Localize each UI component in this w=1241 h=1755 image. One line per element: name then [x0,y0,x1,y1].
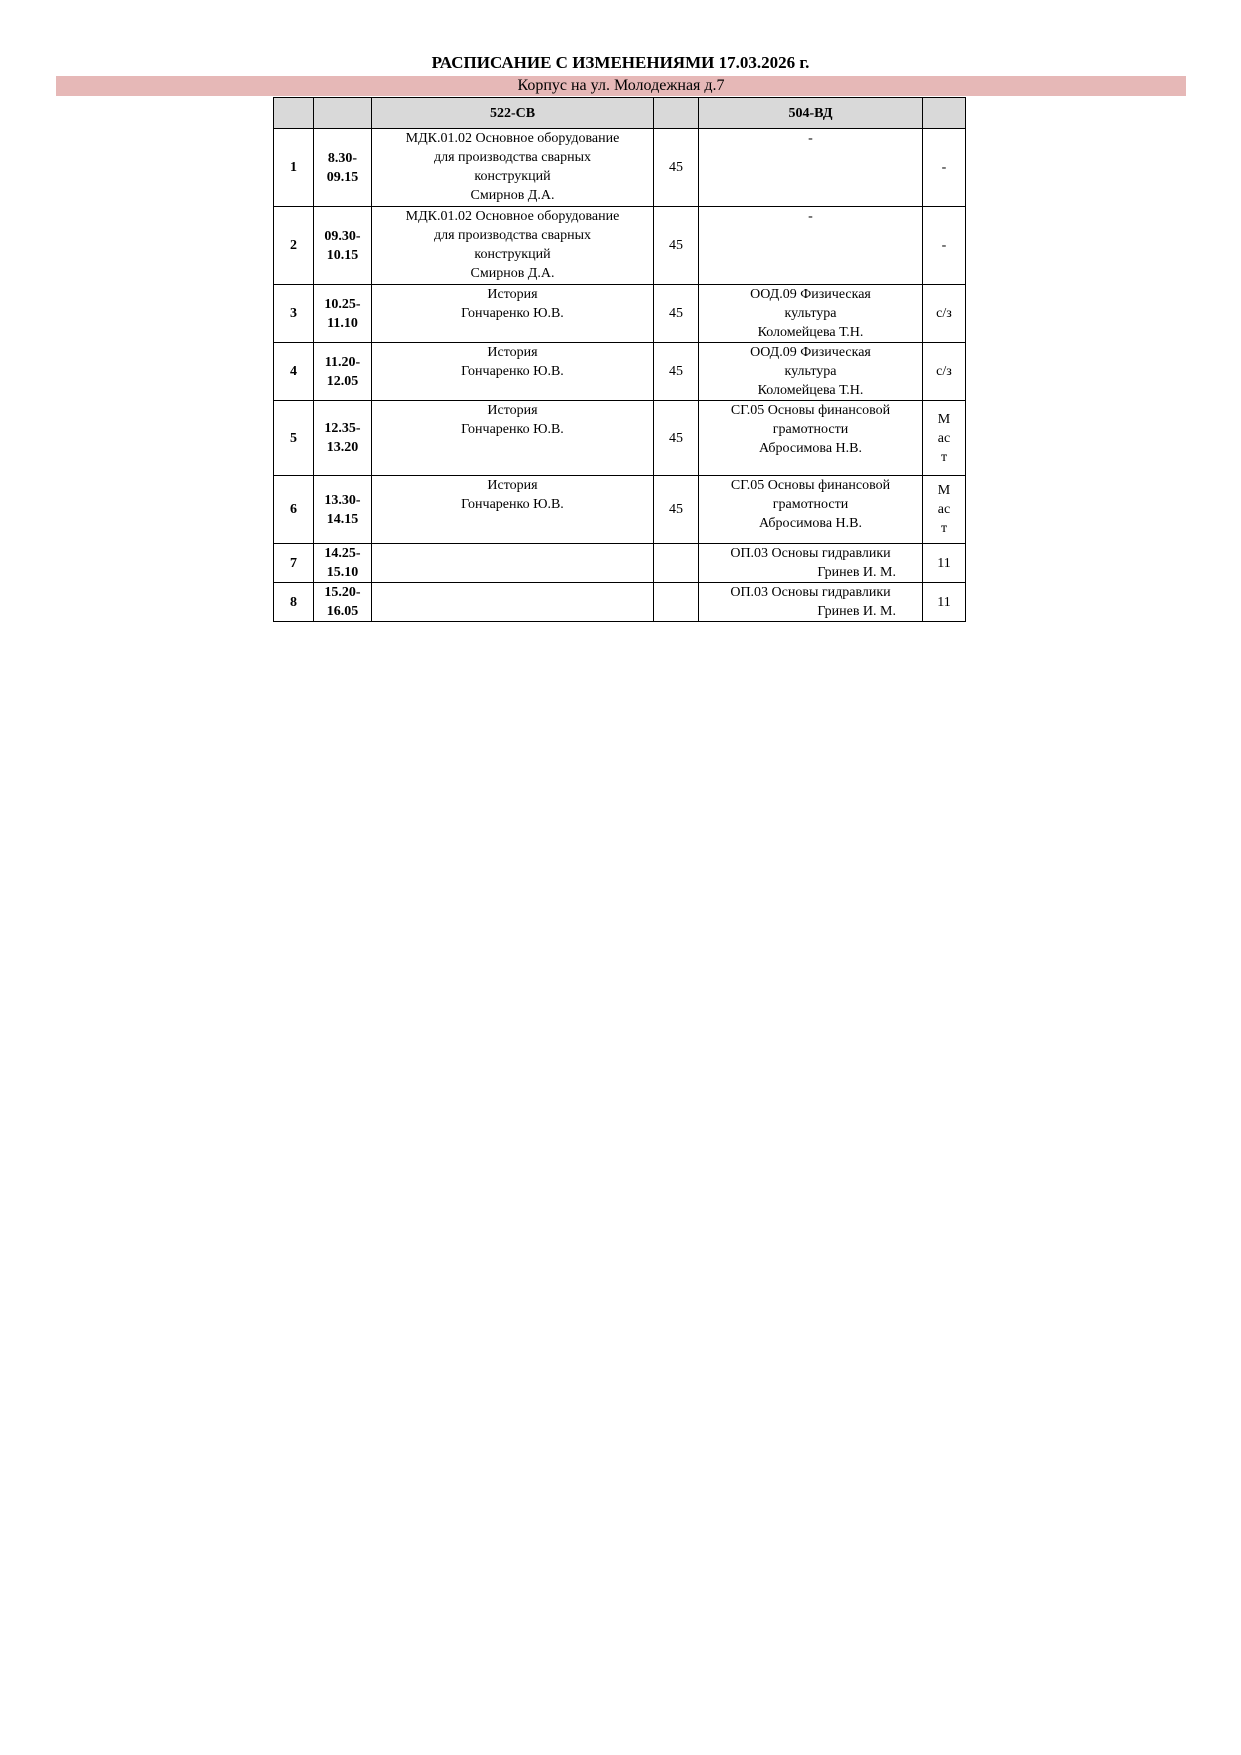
room-504: - [923,207,966,285]
table-row [274,129,966,207]
lesson-number: 3 [274,285,314,343]
table-row [274,544,966,583]
table-row [274,583,966,622]
lesson-time: 10.25- 11.10 [314,285,372,343]
subject-522: История Гончаренко Ю.В. [372,476,654,544]
lesson-time: 11.20- 12.05 [314,343,372,401]
subject-522: МДК.01.02 Основное оборудование для производства сварных конструкций Смирнов Д.А. [372,207,654,285]
header-cell-group-522: 522-СВ [372,98,654,129]
subject-504: - [699,129,923,207]
lesson-number: 6 [274,476,314,544]
subject-504: ООД.09 Физическая культура Коломейцева Т.Н. [699,343,923,401]
room-522: 45 [654,343,699,401]
subject-522 [372,544,654,583]
lesson-number: 2 [274,207,314,285]
building-header: Корпус на ул. Молодежная д.7 [56,76,1186,96]
subject-504: - [699,207,923,285]
lesson-number: 7 [274,544,314,583]
lesson-number: 8 [274,583,314,622]
room-504: М ас т [923,401,966,476]
lesson-number: 4 [274,343,314,401]
table-row [274,401,966,476]
room-522: 45 [654,401,699,476]
subject-522: МДК.01.02 Основное оборудование для производства сварных конструкций Смирнов Д.А. [372,129,654,207]
room-504: с/з [923,343,966,401]
table-row [274,285,966,343]
document-title: РАСПИСАНИЕ С ИЗМЕНЕНИЯМИ 17.03.2026 г. [431,53,810,72]
room-504: - [923,129,966,207]
header-cell-room-504 [923,98,966,129]
subject-504: ОП.03 Основы гидравлики Гринев И. М. [699,583,923,622]
subject-522: История Гончаренко Ю.В. [372,285,654,343]
subject-504: СГ.05 Основы финансовой грамотности Абросимова Н.В. [699,401,923,476]
table-row [274,207,966,285]
schedule-table [273,97,966,622]
room-522: 45 [654,207,699,285]
room-504: с/з [923,285,966,343]
lesson-time: 8.30- 09.15 [314,129,372,207]
subject-504: СГ.05 Основы финансовой грамотности Абросимова Н.В. [699,476,923,544]
lesson-time: 15.20- 16.05 [314,583,372,622]
room-504: М ас т [923,476,966,544]
subject-504: ОП.03 Основы гидравлики Гринев И. М. [699,544,923,583]
lesson-time: 09.30- 10.15 [314,207,372,285]
subject-504: ООД.09 Физическая культура Коломейцева Т.Н. [699,285,923,343]
lesson-number: 1 [274,129,314,207]
room-504: 11 [923,544,966,583]
lesson-time: 14.25- 15.10 [314,544,372,583]
room-522: 45 [654,285,699,343]
subject-522: История Гончаренко Ю.В. [372,343,654,401]
subject-522 [372,583,654,622]
lesson-number: 5 [274,401,314,476]
room-522: 45 [654,476,699,544]
room-522 [654,583,699,622]
header-cell-time [314,98,372,129]
lesson-time: 12.35- 13.20 [314,401,372,476]
header-cell-room-522 [654,98,699,129]
header-cell-number [274,98,314,129]
subject-522: История Гончаренко Ю.В. [372,401,654,476]
table-row [274,476,966,544]
room-522: 45 [654,129,699,207]
lesson-time: 13.30- 14.15 [314,476,372,544]
header-cell-group-504: 504-ВД [699,98,923,129]
room-504: 11 [923,583,966,622]
table-row [274,343,966,401]
room-522 [654,544,699,583]
table-header-row [274,98,966,129]
